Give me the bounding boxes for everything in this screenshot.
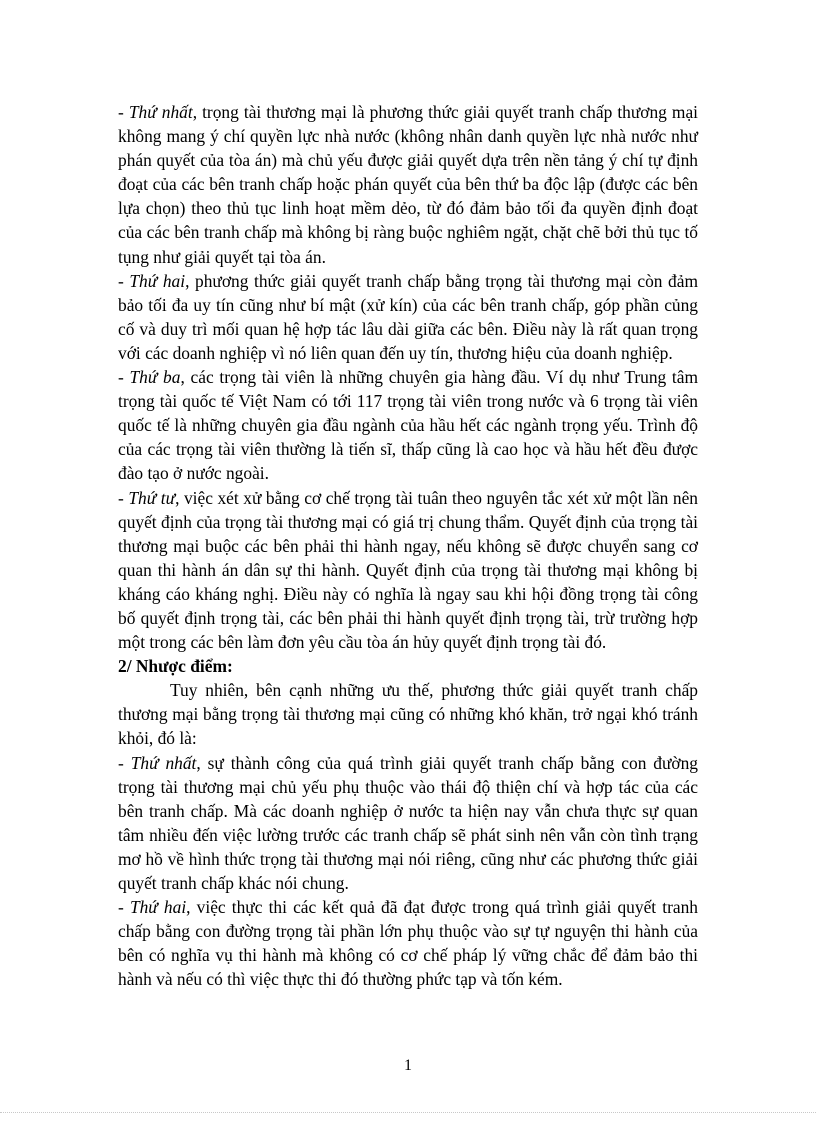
paragraph-disadvantage-2 [118,895,698,991]
paragraph-lead: Thứ ba [129,367,181,388]
paragraph-text: , việc xét xử bằng cơ chế trọng tài tuân theo nguyên tắc xét xử một lần nên quyết định của trọng tài thương mại có giá trị chung thẩm. Quyết định của trọng tài thương mại buộc các bên phải thi hành ngay, nếu không sẽ được chuyển sang cơ quan thi hành án dân sự thi hành. Quyết định của trọng tài thương mại không bị kháng cáo kháng nghị. Điều này có nghĩa là ngay sau khi hội đồng trọng tài công bố quyết định trọng tài, các bên phải thi hành quyết định trọng tài, trừ trường hợp một trong các bên làm đơn yêu cầu tòa án hủy quyết định trọng tài đó. [118,487,699,653]
paragraph-text: , việc thực thi các kết quả đã đạt được trong quá trình giải quyết tranh chấp bằng con đường trọng tài phần lớn phụ thuộc vào sự tự nguyện thi hành của bên có nghĩa vụ thi hành mà không có cơ chế pháp lý vững chắc để đảm bảo thi hành và nếu có thì việc thực thi đó thường phức tạp và tốn kém. [118,897,698,990]
paragraph-text: , sự thành công của quá trình giải quyết tranh chấp bằng con đường trọng tài thương mại chủ yếu phụ thuộc vào thái độ thiện chí và hợp tác của các bên tranh chấp. Mà các doanh nghiệp ở nước ta hiện nay vẫn chưa thực sự quan tâm nhiều đến việc lường trước các tranh chấp sẽ phát sinh nên vẫn còn tình trạng mơ hồ về hình thức trọng tài thương mại nói riêng, cũng như các phương thức giải quyết tranh chấp khác nói chung. [118,752,698,893]
document-page [118,100,698,991]
section-heading: 2/ Nhược điểm: [118,656,233,677]
paragraph-text: , trọng tài thương mại là phương thức giải quyết tranh chấp thương mại không mang ý chí quyền lực nhà nước (không nhân danh quyền lực nhà nước như phán quyết của tòa án) mà chủ yếu được giải quyết dựa trên nền tảng ý chí tự định đoạt của các bên tranh chấp hoặc phán quyết của bên thứ ba độc lập (được các bên lựa chọn) theo thủ tục linh hoạt mềm dẻo, từ đó đảm bảo tối đa quyền định đoạt của các bên tranh chấp mà không bị ràng buộc nghiêm ngặt, chặt chẽ bởi thủ tục tố tụng như giải quyết tại tòa án. [118,102,699,267]
paragraph-advantage-4 [118,486,698,655]
bullet-dash: - [118,270,130,291]
paragraph-lead: Thứ hai [129,897,187,918]
page-number: 1 [404,1057,412,1074]
paragraph-lead: Thứ hai [129,270,186,291]
paragraph-lead: Thứ nhất [128,102,193,122]
footer-divider [0,1112,816,1113]
paragraph-lead: Thứ nhất [130,752,197,773]
section-intro: Tuy nhiên, bên cạnh những ưu thế, phương thức giải quyết tranh chấp thương mại bằng trọng tài thương mại cũng có những khó khăn, trở ngại khó tránh khỏi, đó là: [118,680,698,749]
bullet-dash: - [118,487,129,508]
paragraph-advantage-3 [118,365,698,485]
paragraph-text: , phương thức giải quyết tranh chấp bằng trọng tài thương mại còn đảm bảo tối đa uy tín cũng như bí mật (xử kín) của các bên tranh chấp, góp phần củng cố và duy trì mối quan hệ hợp tác lâu dài giữa các bên. Điều này là rất quan trọng với các doanh nghiệp vì nó liên quan đến uy tín, thương hiệu của doanh nghiệp. [118,270,698,363]
paragraph-advantage-2 [118,269,698,365]
paragraph-text: , các trọng tài viên là những chuyên gia hàng đầu. Ví dụ như Trung tâm trọng tài quốc tế Việt Nam có tới 117 trọng tài viên trong nước và 6 trọng tài viên quốc tế là những chuyên gia đầu ngành của hầu hết các ngành trọng yếu. Trình độ của các trọng tài viên thường là tiến sĩ, thấp cũng là cao học và hầu hết đều được đào tạo ở nước ngoài. [118,367,698,484]
bullet-dash: - [118,752,131,773]
paragraph-advantage-1 [118,100,698,269]
bullet-dash: - [118,897,130,918]
bullet-dash: - [118,367,130,388]
bullet-dash: - [118,102,129,122]
paragraph-lead: Thứ tư [128,487,176,508]
paragraph-disadvantage-1 [118,751,698,896]
